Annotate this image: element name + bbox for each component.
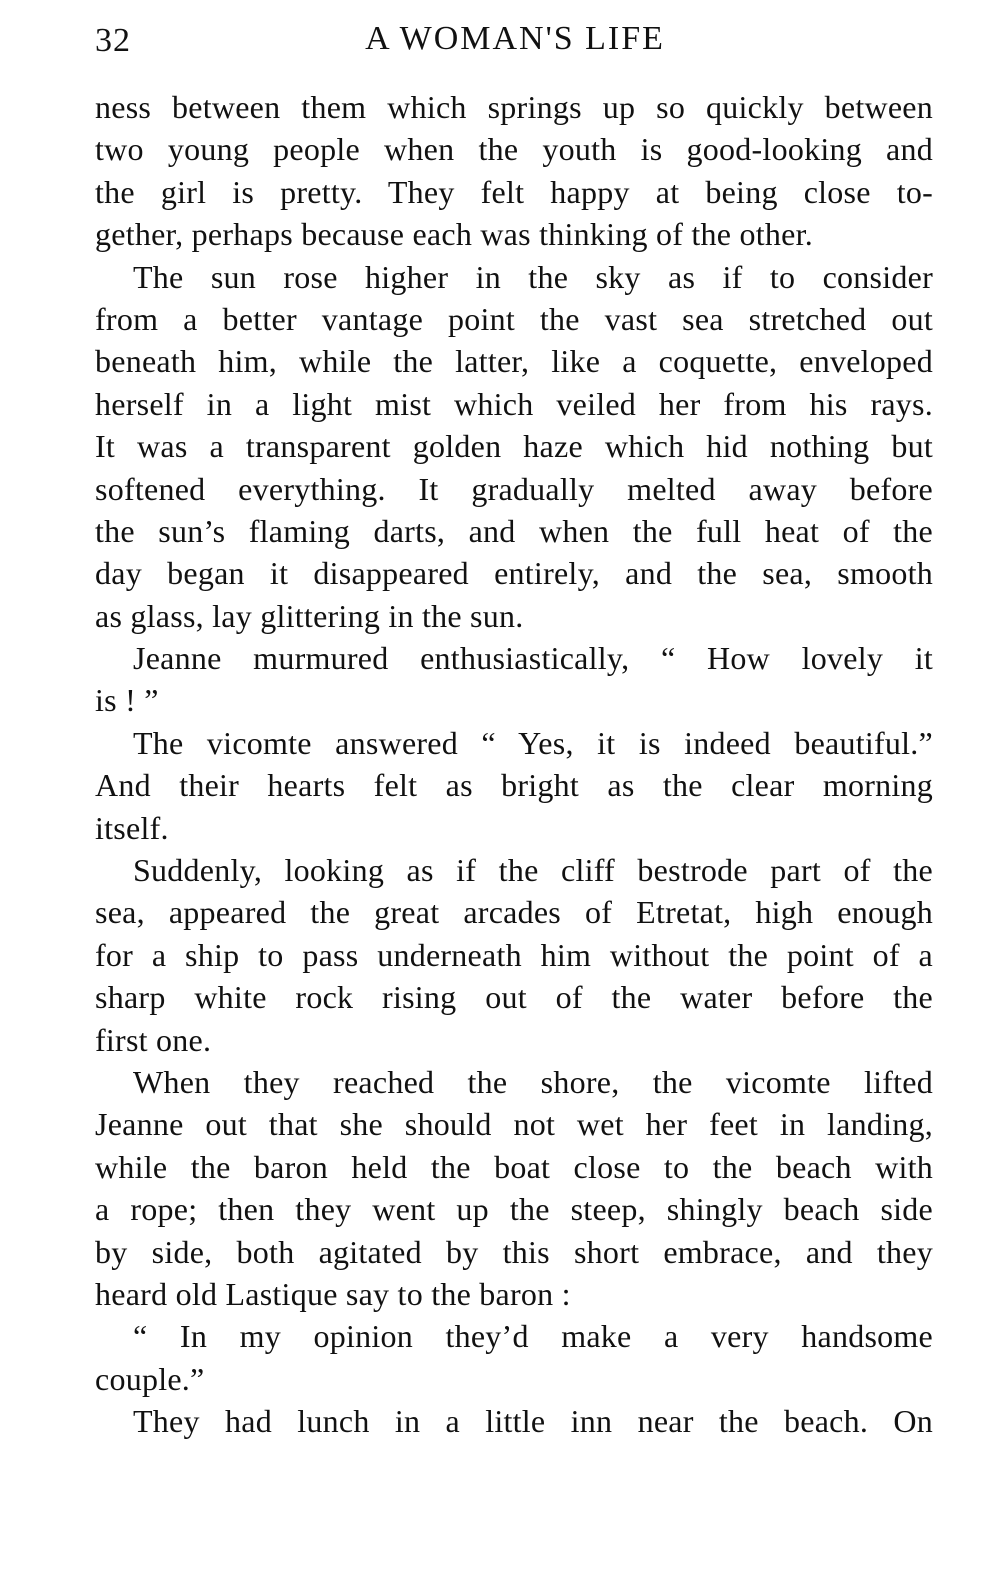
paragraph	[95, 722, 933, 849]
text-line: Suddenly, looking as if the cliff bestrode part of the	[133, 852, 933, 889]
text-line: And their hearts felt as bright as the clear morning	[95, 767, 933, 804]
page-number: 32	[95, 22, 131, 59]
text-line: first one.	[95, 1021, 212, 1058]
text-line: a rope; then they went up the steep, shingly beach side	[95, 1191, 933, 1228]
page-header	[95, 14, 935, 70]
text-line: sharp white rock rising out of the water before the	[95, 979, 933, 1016]
paragraph	[95, 1315, 933, 1400]
text-line: day began it disappeared entirely, and the sea, smooth	[95, 555, 933, 592]
text-line: while the baron held the boat close to the beach with	[95, 1148, 933, 1185]
text-line: from a better vantage point the vast sea stretched out	[95, 300, 933, 337]
paragraph	[95, 637, 933, 722]
paragraph	[95, 849, 933, 1061]
text-line: ness between them which springs up so quickly between	[95, 89, 933, 125]
paragraph	[95, 256, 933, 638]
text-line: the sun’s flaming darts, and when the full heat of the	[95, 512, 933, 549]
text-line: two young people when the youth is good-looking and	[95, 131, 933, 168]
text-line: heard old Lastique say to the baron :	[95, 1275, 571, 1312]
text-line: for a ship to pass underneath him without the point of a	[95, 936, 933, 973]
text-line: The sun rose higher in the sky as if to consider	[133, 258, 933, 295]
text-line: herself in a light mist which veiled her from his rays.	[95, 385, 933, 422]
text-line: Jeanne murmured enthusiastically, “ How lovely it	[133, 640, 933, 677]
text-line: itself.	[95, 809, 169, 846]
text-line: gether, perhaps because each was thinking of the other.	[95, 216, 813, 253]
running-title: A WOMAN'S LIFE	[365, 20, 665, 57]
text-line: is ! ”	[95, 682, 159, 719]
text-line: sea, appeared the great arcades of Etretat, high enough	[95, 894, 933, 931]
text-line: “ In my opinion they’d make a very handsome	[133, 1318, 933, 1355]
text-line: by side, both agitated by this short embrace, and they	[95, 1233, 933, 1270]
paragraph	[95, 86, 933, 256]
text-line: the girl is pretty. They felt happy at being close to-	[95, 173, 933, 210]
text-line: They had lunch in a little inn near the beach. On	[133, 1403, 933, 1440]
body-text	[95, 86, 933, 1443]
text-line: Jeanne out that she should not wet her feet in landing,	[95, 1106, 933, 1143]
text-line: couple.”	[95, 1360, 205, 1397]
text-line: The vicomte answered “ Yes, it is indeed beautiful.”	[133, 724, 933, 761]
paragraph	[95, 1061, 933, 1315]
text-line: as glass, lay glittering in the sun.	[95, 597, 524, 634]
text-line: It was a transparent golden haze which hid nothing but	[95, 428, 933, 465]
text-line: When they reached the shore, the vicomte lifted	[133, 1063, 933, 1100]
paragraph	[95, 1400, 933, 1442]
text-line: beneath him, while the latter, like a coquette, enveloped	[95, 343, 933, 380]
text-line: softened everything. It gradually melted away before	[95, 470, 933, 507]
